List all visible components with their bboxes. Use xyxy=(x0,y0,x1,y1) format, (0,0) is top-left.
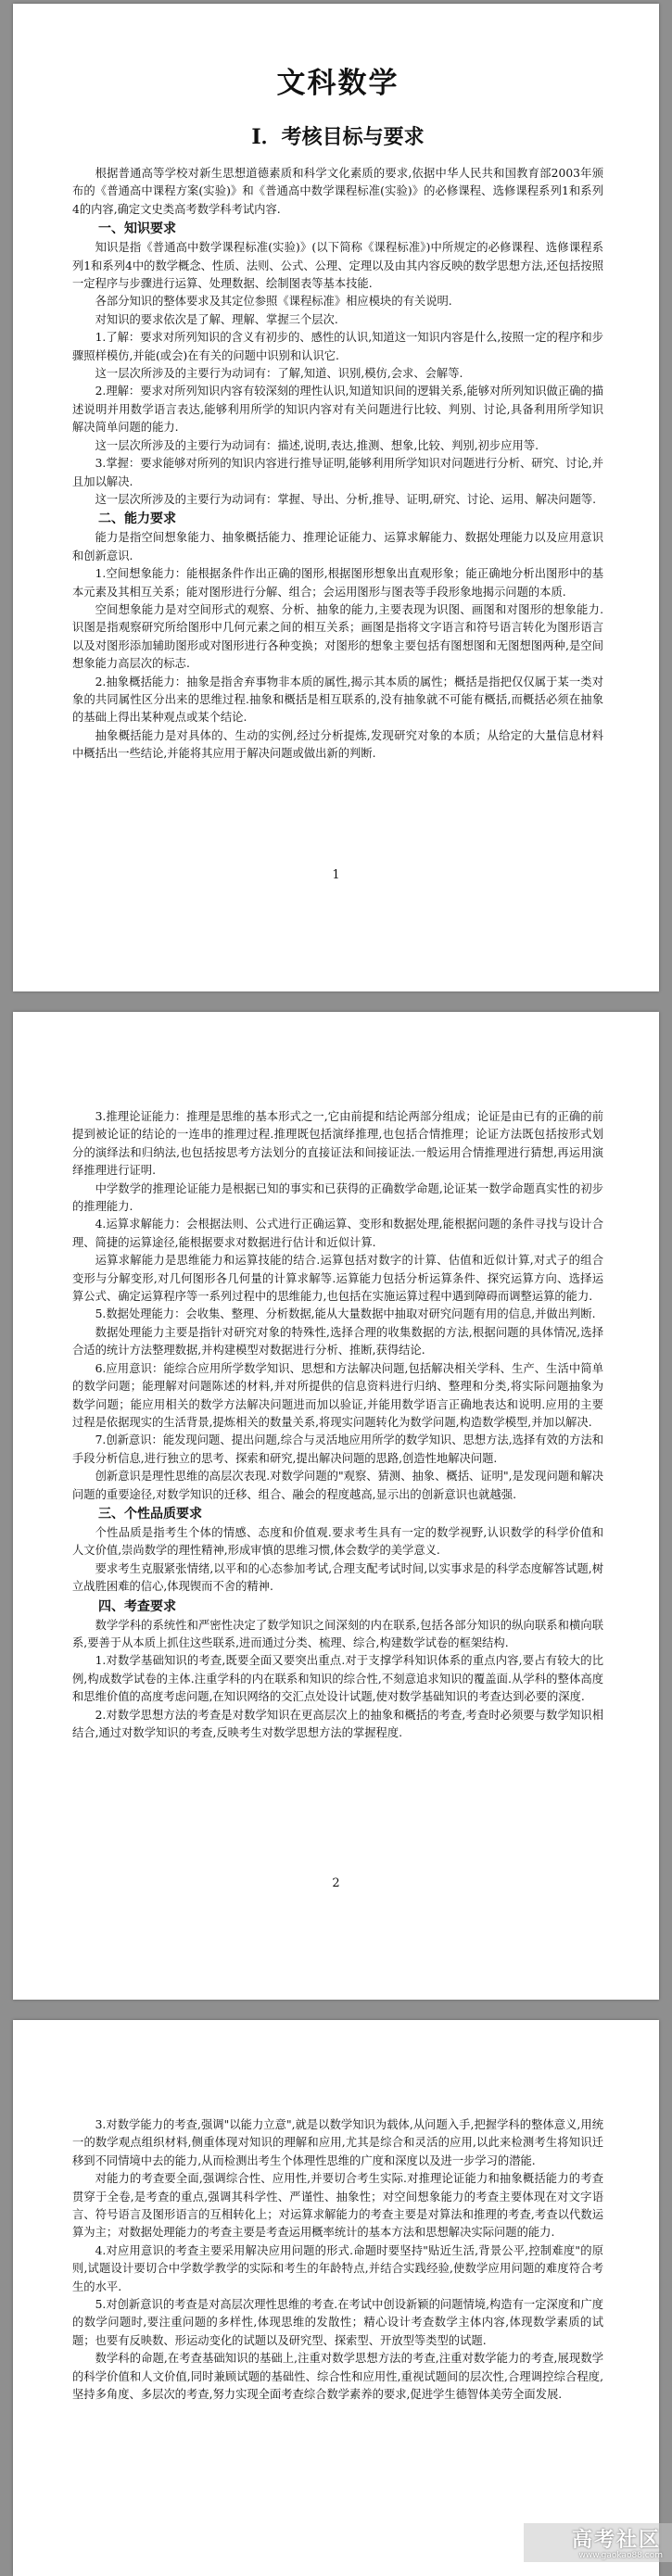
paragraph: 中学数学的推理论证能力是根据已知的事实和已获得的正确数学命题,论证某一数学命题真实性的初步的推理能力. xyxy=(72,1181,603,1214)
page-1 xyxy=(13,4,659,991)
watermark-url: www.gaokao88.com xyxy=(578,2551,663,2560)
page-3 xyxy=(13,2020,659,2576)
paragraph: 创新意识是理性思维的高层次表现.对数学问题的"观察、猜测、抽象、概括、证明",是发现问题和解决问题的重要途径,对数学知识的迁移、组合、融会的程度越高,显示出的创新意识也就越强. xyxy=(72,1470,603,1501)
paragraph: 数据处理能力主要是指针对研究对象的特殊性,选择合理的收集数据的方法,根据问题的具体情况,选择合适的统计方法整理数据,并构建模型对数据进行分析、推断,获得结论. xyxy=(72,1325,603,1357)
paragraph: 3.对数学能力的考查,强调"以能力立意",就是以数学知识为载体,从问题入手,把握学科的整体意义,用统一的数学观点组织材料,侧重体现对知识的理解和应用,尤其是综合和灵活的应用,以此来检测考生将知识迁移到不同情境中去的能力,从而检测出考生个体理性思维的广度和深度以及进一步学习的潜能. xyxy=(72,2118,603,2167)
paragraph: 对能力的考查要全面,强调综合性、应用性,并要切合考生实际.对推理论证能力和抽象概括能力的考查贯穿于全卷,是考查的重点,强调其科学性、严谨性、抽象性；对空间想象能力的考查主要体现在对文字语言、符号语言及图形语言的互相转化上；对运算求解能力的考查主要是对算法和推理的考查,考查以代数运算为主；对数据处理能力的考查主要是考查运用概率统计的基本方法和思想解决实际问题的能力. xyxy=(72,2172,603,2240)
paragraph: 空间想象能力是对空间形式的观察、分析、抽象的能力,主要表现为识图、画图和对图形的想象能力.识图是指观察研究所给图形中几何元素之间的相互关系；画图是指将文字语言和符号语言转化为图形语言以及对图形添加辅助图形或对图形进行各种变换；对图形的想象主要包括有图想图和无图想图两种,是空间想象能力高层次的标志. xyxy=(72,602,603,671)
document-title: 文科数学 xyxy=(276,67,399,100)
paragraph: 3.推理论证能力：推理是思维的基本形式之一,它由前提和结论两部分组成；论证是由已有的正确的前提到被论证的结论的一连串的推理过程.推理既包括演绎推理,也包括合情推理；论证方法既包括按形式划分的演绎法和归纳法,也包括按思考方法划分的直接证法和间接证法.一般运用合情推理进行猜想,再运用演绎推理进行证明. xyxy=(72,1110,603,1178)
page-2 xyxy=(13,1012,659,2000)
paragraph: 这一层次所涉及的主要行为动词有：掌握、导出、分析,推导、证明,研究、讨论、运用、解决问题等. xyxy=(95,492,597,506)
paragraph: 5.对创新意识的考查是对高层次理性思维的考查.在考试中创设新颖的问题情境,构造有一定深度和广度的数学问题时,要注重问题的多样性,体现思维的发散性；精心设计考查数学主体内容,体现数学素质的试题；也要有反映数、形运动变化的试题以及研究型、探索型、开放型等类型的试题. xyxy=(72,2298,603,2347)
paragraph: 4.运算求解能力：会根据法则、公式进行正确运算、变形和数据处理,能根据问题的条件寻找与设计合理、简捷的运算途径,能根据要求对数据进行估计和近似计算. xyxy=(72,1218,603,1249)
paragraph: 7.创新意识：能发现问题、提出问题,综合与灵活地应用所学的数学知识、思想方法,选择有效的方法和手段分析信息,进行独立的思考、探索和研究,提出解决问题的思路,创造性地解决问题. xyxy=(72,1433,603,1465)
paragraph: 数学科的命题,在考查基础知识的基础上,注重对数学思想方法的考查,注重对数学能力的考查,展现数学的科学价值和人文价值,同时兼顾试题的基础性、综合性和应用性,重视试题间的层次性,合理调控综合程度,坚持多角度、多层次的考查,努力实现全面考查综合数学素养的要求,促进学生德智体美劳全面发展. xyxy=(72,2352,603,2402)
heading-ability: 二、能力要求 xyxy=(98,511,176,527)
paragraph: 1.对数学基础知识的考查,既要全面又要突出重点.对于支撑学科知识体系的重点内容,要占有较大的比例,构成数学试卷的主体.注重学科的内在联系和知识的综合性,不刻意追求知识的覆盖面.从学科的整体高度和思维价值的高度考虑问题,在知识网络的交汇点处设计试题,使对数学基础知识的考查达到必要的深度. xyxy=(72,1654,603,1704)
watermark-logo-text: 高考社区 xyxy=(571,2529,661,2552)
page-number: 1 xyxy=(332,868,340,882)
paragraph: 6.应用意识：能综合应用所学数学知识、思想和方法解决问题,包括解决相关学科、生产、生活中简单的数学问题；能理解对问题陈述的材料,并对所提供的信息资料进行归纳、整理和分类,将实际问题抽象为数学问题；能应用相关的数学方法解决问题进而加以验证,并能用数学语言正确地表达和说明.应用的主要过程是依据现实的生活背景,提炼相关的数量关系,将现实问题转化为数学问题,构造数学模型,并加以解决. xyxy=(72,1361,603,1429)
paragraph: 对知识的要求依次是了解、理解、掌握三个层次. xyxy=(95,312,338,326)
paragraph: 知识是指《普通高中数学课程标准(实验)》(以下简称《课程标准》)中所规定的必修课程、选修课程系列1和系列4中的数学概念、性质、法则、公式、公理、定理以及由其内容反映的数学思想方法,还包括按照一定程序与步骤进行运算、处理数据、绘制图表等基本技能. xyxy=(72,241,603,291)
paragraph: 1.了解：要求对所列知识的含义有初步的、感性的认识,知道这一知识内容是什么,按照一定的程序和步骤照样模仿,并能(或会)在有关的问题中识别和认识它. xyxy=(72,331,603,362)
heading-assessment: 四、考查要求 xyxy=(98,1598,176,1614)
paragraph: 运算求解能力是思维能力和运算技能的结合.运算包括对数字的计算、估值和近似计算,对式子的组合变形与分解变形,对几何图形各几何量的计算求解等.运算能力包括分析运算条件、探究运算方向、选择运算公式、确定运算程序等一系列过程中的思维能力,也包括在实施运算过程中遇到障碍而调整运算的能力. xyxy=(72,1254,603,1304)
paragraph: 各部分知识的整体要求及其定位参照《课程标准》相应模块的有关说明. xyxy=(95,295,452,309)
paragraph: 这一层次所涉及的主要行为动词有：了解,知道、识别,模仿,会求、会解等. xyxy=(95,367,463,381)
paragraph: 能力是指空间想象能力、抽象概括能力、推理论证能力、运算求解能力、数据处理能力以及应用意识和创新意识. xyxy=(72,531,603,562)
paragraph: 2.对数学思想方法的考查是对数学知识在更高层次上的抽象和概括的考查,考查时必须要与数学知识相结合,通过对数学知识的考查,反映考生对数学思想方法的掌握程度. xyxy=(72,1708,603,1739)
section-title: Ⅰ．考核目标与要求 xyxy=(251,125,425,149)
paragraph: 5.数据处理能力：会收集、整理、分析数据,能从大量数据中抽取对研究问题有用的信息,并做出判断. xyxy=(95,1307,596,1321)
paragraph: 4.对应用意识的考查主要采用解决应用问题的形式.命题时要坚持"贴近生活,背景公平,控制难度"的原则,试题设计要切合中学数学教学的实际和考生的年龄特点,并结合实践经验,使数学应用问题的难度符合考生的水平. xyxy=(72,2243,603,2293)
paragraph: 3.掌握：要求能够对所列的知识内容进行推导证明,能够利用所学知识对问题进行分析、研究、讨论,并且加以解决. xyxy=(72,457,603,488)
heading-personality: 三、个性品质要求 xyxy=(98,1506,202,1522)
paragraph: 根据普通高等学校对新生思想道德素质和科学文化素质的要求,依据中华人民共和国教育部2003年颁布的《普通高中课程方案(实验)》和《普通高中数学课程标准(实验)》的必修课程、选修课程系列1和系列4的内容,确定文史类高考数学科考试内容. xyxy=(72,167,603,216)
paragraph: 这一层次所涉及的主要行为动词有：描述,说明,表达,推测、想象,比较、判别,初步应用等. xyxy=(95,438,539,452)
paragraph: 要求考生克服紧张情绪,以平和的心态参加考试,合理支配考试时间,以实事求是的科学态度解答试题,树立战胜困难的信心,体现锲而不舍的精神. xyxy=(72,1561,603,1594)
paragraph: 数学学科的系统性和严密性决定了数学知识之间深刻的内在联系,包括各部分知识的纵向联系和横向联系,要善于从本质上抓住这些联系,进而通过分类、梳理、综合,构建数学试卷的框架结构. xyxy=(72,1618,603,1649)
watermark xyxy=(524,2523,672,2562)
paragraph: 2.理解：要求对所列知识内容有较深刻的理性认识,知道知识间的逻辑关系,能够对所列知识做正确的描述说明并用数学语言表达,能够利用所学的知识内容对有关问题进行比较、判别、讨论,具备利用所学知识解决简单问题的能力. xyxy=(72,385,603,435)
paragraph: 抽象概括能力是对具体的、生动的实例,经过分析提炼,发现研究对象的本质；从给定的大量信息材料中概括出一些结论,并能将其应用于解决问题或做出新的判断. xyxy=(72,728,603,761)
paragraph: 2.抽象概括能力：抽象是指舍弃事物非本质的属性,揭示其本质的属性；概括是指把仅仅属于某一类对象的共同属性区分出来的思维过程.抽象和概括是相互联系的,没有抽象就不可能有概括,而概括必须在抽象的基础上得出某种观点或某个结论. xyxy=(72,675,603,725)
paragraph: 个性品质是指考生个体的情感、态度和价值观.要求考生具有一定的数学视野,认识数学的科学价值和人文价值,崇尚数学的理性精神,形成审慎的思维习惯,体会数学的美学意义. xyxy=(72,1525,603,1558)
heading-knowledge: 一、知识要求 xyxy=(98,221,176,237)
page-number: 2 xyxy=(332,1876,340,1890)
paragraph: 1.空间想象能力：能根据条件作出正确的图形,根据图形想象出直观形象；能正确地分析出图形中的基本元素及其相互关系；能对图形进行分解、组合；会运用图形与图表等手段形象地揭示问题的本质. xyxy=(72,567,603,599)
